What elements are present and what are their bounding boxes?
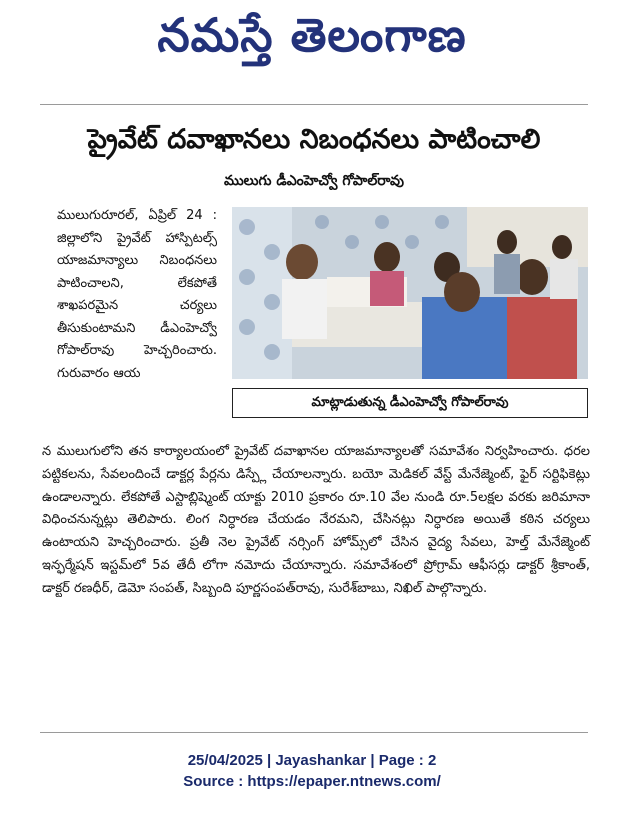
article-column-text	[57, 205, 217, 385]
footer-source: Source : https://epaper.ntnews.com/	[183, 773, 441, 790]
top-rule	[40, 104, 588, 105]
meeting-photo	[232, 207, 588, 379]
newspaper-masthead: నమస్తే తెలంగాణ	[157, 8, 467, 62]
article-body	[42, 441, 590, 601]
bottom-rule	[40, 732, 588, 733]
column-paragraph: ములుగురూరల్, ఏప్రిల్ 24 : జిల్లాలోని ప్రైవేట్ హాస్పిటల్స్ యాజమాన్యాలు నిబంధనలు పాటించాలని, లేకపోతే శాఖపరమైన చర్యలు తీసుకుంటామని డీఎంహెచ్వో గోపాల్‌రావు హెచ్చరించారు. గురువారం ఆయ	[57, 208, 217, 381]
photo-caption: మాట్లాడుతున్న డీఎంహెచ్వో గోపాల్‌రావు	[232, 388, 588, 418]
body-paragraph: న ములుగులోని తన కార్యాలయంలో ప్రైవేట్ దవాఖానల యాజమాన్యాలతో సమావేశం నిర్వహించారు. ధరల పట్టికలను, సేవలందించే డాక్టర్ల పేర్లను డిస్ప్లే చేయాలన్నారు. బయో మెడికల్ వేస్ట్ మేనేజ్మెంట్, ఫైర్ సర్టిఫికెట్లు ఉండాలన్నారు. లేకపోతే ఎస్టాబ్లిష్మెంట్ యాక్టు 2010 ప్రకారం రూ.10 వేల నుండి రూ.5లక్షల వరకు జరిమానా విధించనున్నట్లు తెలిపారు. లింగ నిర్ధారణ చేయడం నేరమని, చేసినట్లు నిర్ధారణ అయితే కఠిన చర్యలు ఉంటాయని హెచ్చరించారు. ప్రతీ నెల ప్రైవేట్ నర్సింగ్ హోమ్స్‌లో చేసిన వైద్య సేవలు, హెల్త్ మేనేజ్మెంట్ ఇన్ఫర్మేషన్ ఇస్టమ్‌లో 5వ తేదీ లోగా నమోదు చేయాన్నారు. సమావేశంలో ప్రోగ్రామ్ ఆఫీసర్లు డాక్టర్ శ్రీకాంత్, డాక్టర్ రణధీర్, డెమో సంపత్, సిబ్బంది పూర్ణసంపత్‌రావు, సురేశ్‌బాబు, నిఖిల్ పాల్గొన్నారు.	[42, 444, 590, 596]
footer-date-edition: 25/04/2025 | Jayashankar | Page : 2	[187, 752, 437, 769]
article-headline: ప్రైవేట్ దవాఖానలు నిబంధనలు పాటించాలి	[87, 124, 541, 155]
article-subhead: ములుగు డీఎంహెచ్వో గోపాల్‌రావు	[224, 173, 404, 189]
meeting-photo-illustration	[232, 207, 588, 379]
